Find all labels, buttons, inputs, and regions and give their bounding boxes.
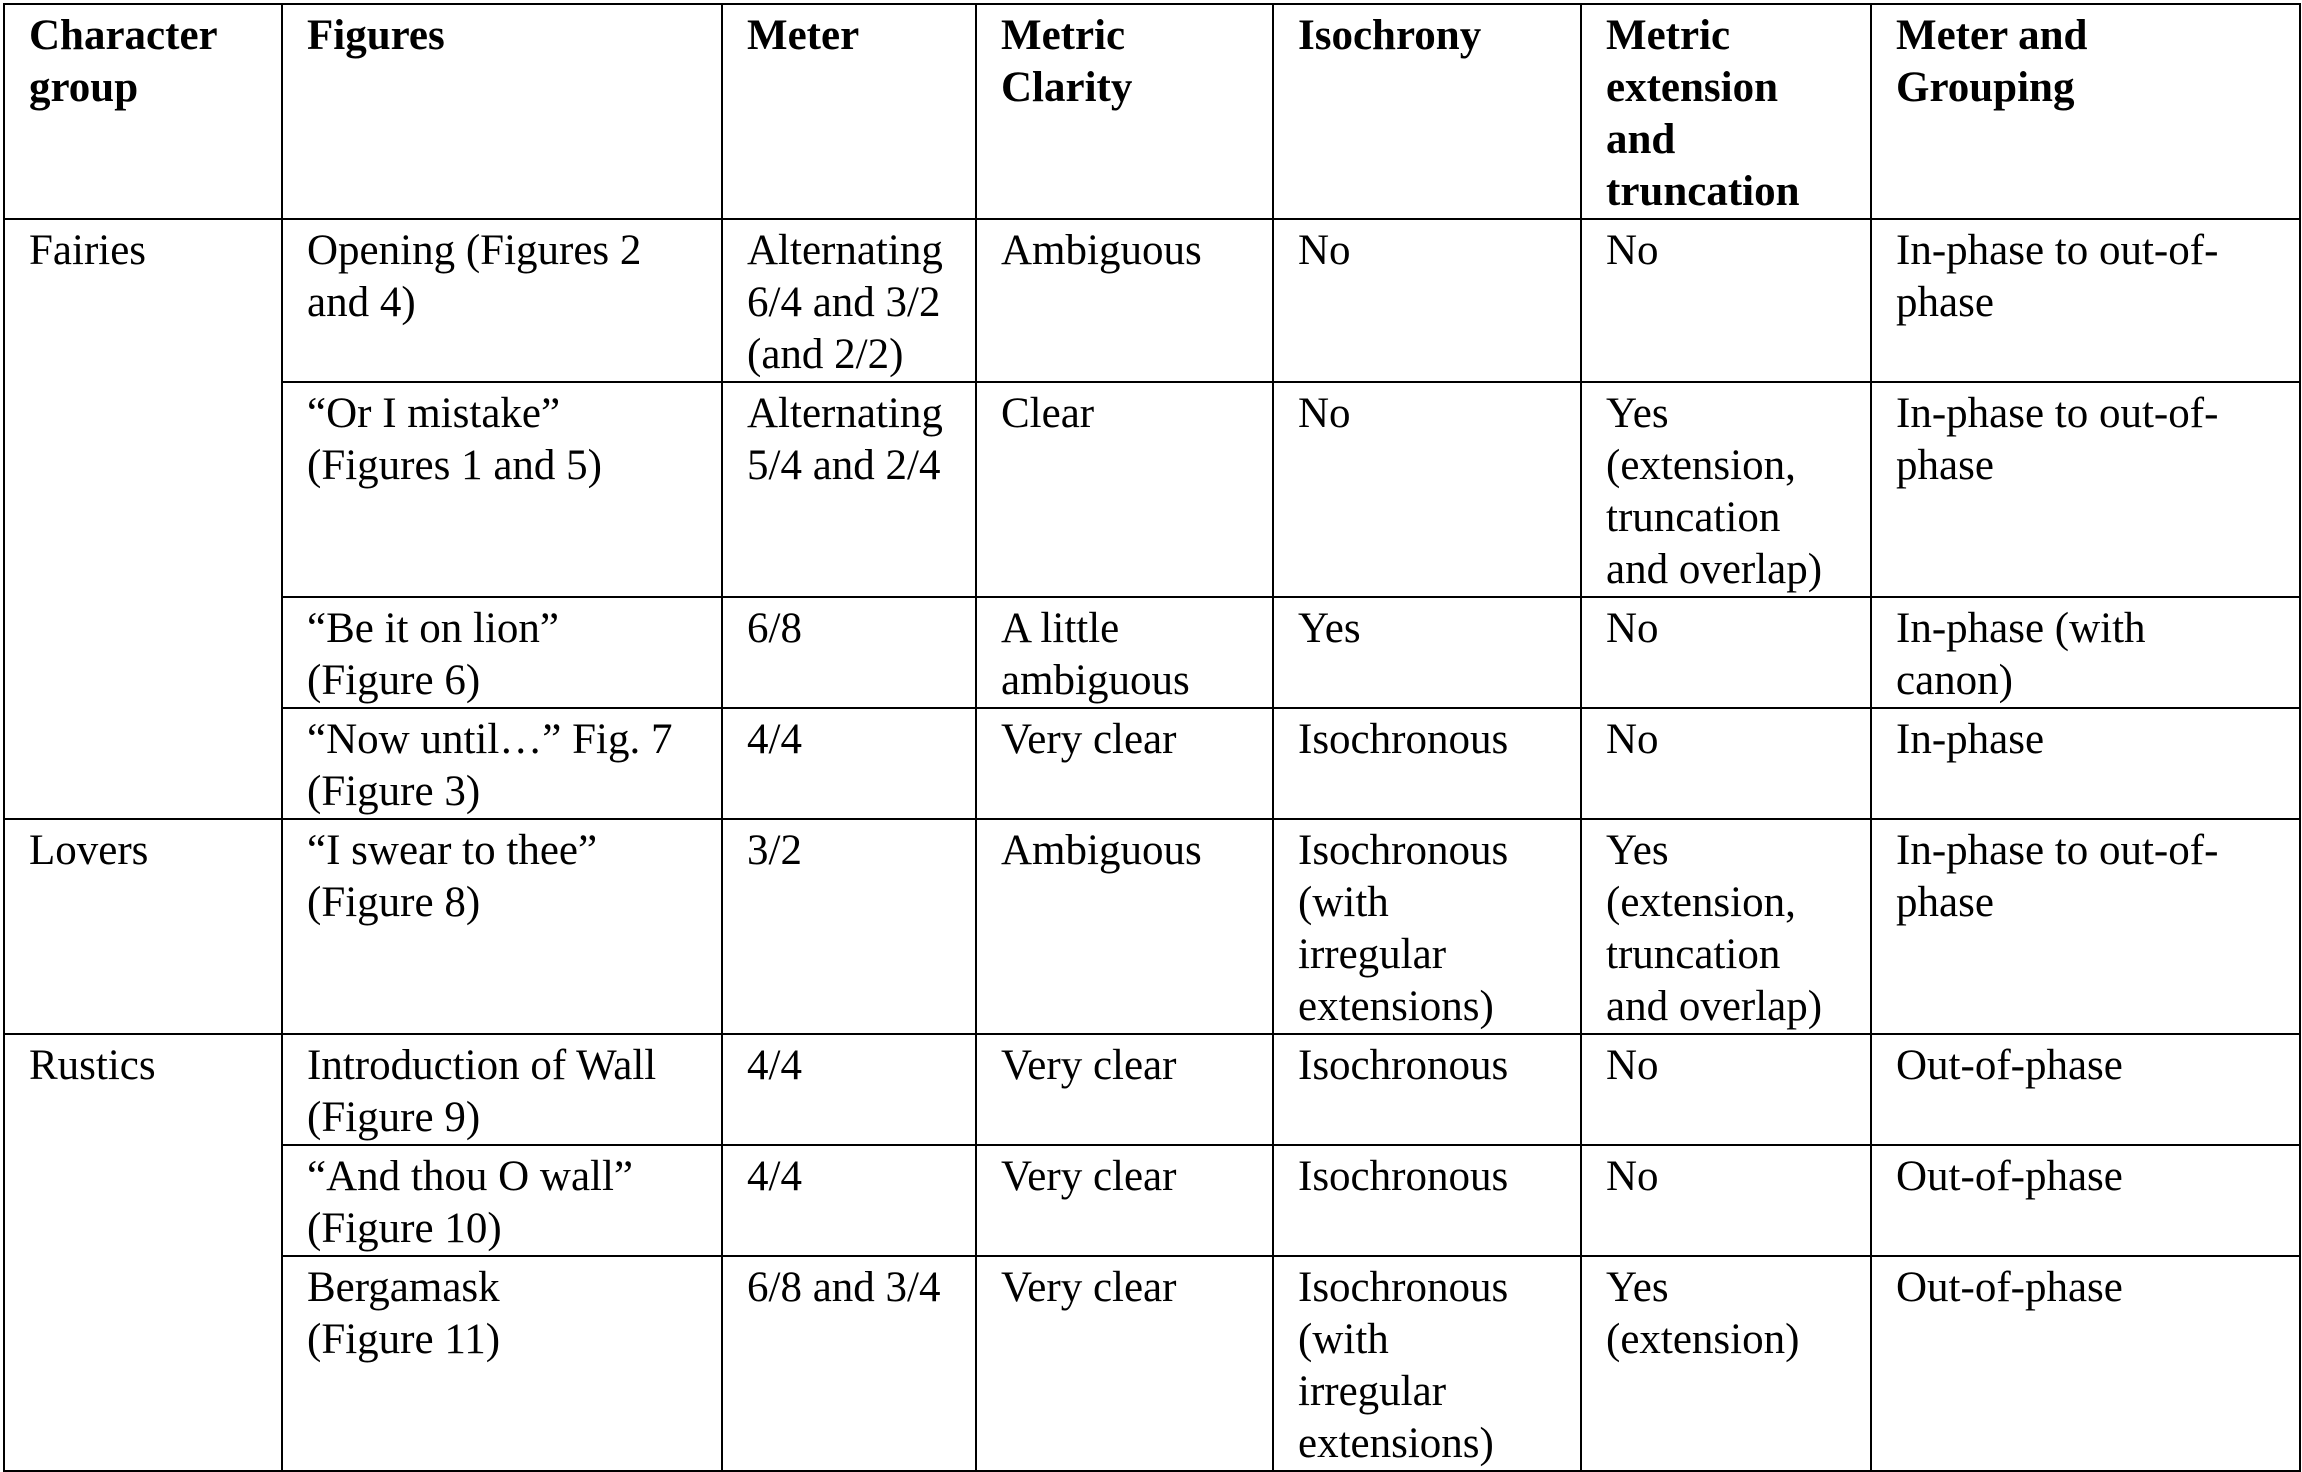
cell-line: Figures: [307, 12, 445, 59]
cell-meter-grouping: [1871, 1145, 2300, 1256]
cell-line: 6/4 and 3/2: [747, 279, 941, 326]
cell-line: (extension,: [1606, 442, 1796, 489]
cell-line: (Figure 3): [307, 768, 481, 815]
cell-line: Isochronous: [1298, 1264, 1509, 1311]
cell-meter: [722, 1145, 976, 1256]
cell-line: Meter: [747, 12, 860, 59]
cell-meter-grouping: [1871, 219, 2300, 382]
cell-metric-clarity: [976, 1034, 1273, 1145]
cell-figures: [282, 819, 722, 1034]
cell-isochrony: [1273, 1256, 1581, 1471]
cell-isochrony: [1273, 1145, 1581, 1256]
cell-line: Very clear: [1001, 1153, 1177, 1200]
cell-line: Isochronous: [1298, 1153, 1509, 1200]
cell-line: (extension,: [1606, 879, 1796, 926]
cell-line: truncation: [1606, 931, 1781, 978]
cell-meter-grouping: [1871, 1256, 2300, 1471]
header-character-group: [4, 4, 282, 219]
cell-line: extension: [1606, 64, 1778, 111]
header-figures: [282, 4, 722, 219]
cell-line: and overlap): [1606, 983, 1823, 1030]
cell-line: Opening (Figures 2: [307, 227, 642, 274]
cell-line: Isochronous: [1298, 1042, 1509, 1089]
cell-line: Out-of-phase: [1896, 1042, 2123, 1089]
cell-metric-extension: [1581, 597, 1871, 708]
cell-line: (Figure 10): [307, 1205, 502, 1252]
cell-line: and 4): [307, 279, 416, 326]
table-row: [4, 1034, 2300, 1145]
cell-line: 3/2: [747, 827, 802, 874]
cell-isochrony: [1273, 597, 1581, 708]
cell-line: A little: [1001, 605, 1120, 652]
table-row: [4, 597, 2300, 708]
cell-line: In-phase to out-of-: [1896, 227, 2219, 274]
cell-metric-clarity: [976, 1256, 1273, 1471]
cell-line: In-phase to out-of-: [1896, 827, 2219, 874]
cell-line: canon): [1896, 657, 2013, 704]
cell-line: No: [1298, 390, 1351, 437]
cell-line: “Now until…” Fig. 7: [307, 716, 673, 763]
cell-figures: [282, 708, 722, 819]
cell-metric-clarity: [976, 597, 1273, 708]
cell-line: No: [1298, 227, 1351, 274]
cell-meter: [722, 597, 976, 708]
cell-line: Yes: [1606, 1264, 1669, 1311]
cell-metric-clarity: [976, 219, 1273, 382]
cell-line: extensions): [1298, 983, 1494, 1030]
cell-line: In-phase: [1896, 716, 2045, 763]
cell-line: truncation: [1606, 168, 1800, 215]
cell-meter-grouping: [1871, 708, 2300, 819]
cell-line: Out-of-phase: [1896, 1153, 2123, 1200]
cell-line: irregular: [1298, 1368, 1447, 1415]
cell-line: (with: [1298, 1316, 1389, 1363]
cell-figures: [282, 1034, 722, 1145]
cell-line: 4/4: [747, 1153, 802, 1200]
cell-meter-grouping: [1871, 819, 2300, 1034]
header-meter-grouping: [1871, 4, 2300, 219]
cell-metric-clarity: [976, 708, 1273, 819]
cell-line: 4/4: [747, 716, 802, 763]
cell-line: Yes: [1606, 390, 1669, 437]
cell-line: Metric: [1001, 12, 1126, 59]
cell-line: Alternating: [747, 390, 943, 437]
cell-line: (extension): [1606, 1316, 1800, 1363]
cell-line: Isochronous: [1298, 716, 1509, 763]
cell-line: In-phase (with: [1896, 605, 2146, 652]
cell-figures: [282, 1145, 722, 1256]
cell-line: (and 2/2): [747, 331, 904, 378]
cell-metric-extension: [1581, 1034, 1871, 1145]
cell-metric-extension: [1581, 382, 1871, 597]
cell-line: group: [29, 64, 139, 111]
cell-line: 6/8 and 3/4: [747, 1264, 941, 1311]
table-row: [4, 1256, 2300, 1471]
table-row: [4, 1145, 2300, 1256]
cell-line: Ambiguous: [1001, 827, 1202, 874]
cell-line: Metric: [1606, 12, 1731, 59]
cell-line: “I swear to thee”: [307, 827, 598, 874]
cell-metric-extension: [1581, 819, 1871, 1034]
cell-meter: [722, 219, 976, 382]
table-row: [4, 708, 2300, 819]
cell-line: Clear: [1001, 390, 1095, 437]
cell-line: (Figure 8): [307, 879, 481, 926]
cell-line: Very clear: [1001, 1042, 1177, 1089]
cell-metric-clarity: [976, 382, 1273, 597]
cell-isochrony: [1273, 219, 1581, 382]
cell-figures: [282, 1256, 722, 1471]
cell-line: ambiguous: [1001, 657, 1190, 704]
cell-metric-extension: [1581, 1145, 1871, 1256]
table-row: [4, 819, 2300, 1034]
cell-line: Alternating: [747, 227, 943, 274]
header-metric-extension: [1581, 4, 1871, 219]
meter-comparison-table: [3, 3, 2301, 1472]
cell-line: irregular: [1298, 931, 1447, 978]
header-isochrony: [1273, 4, 1581, 219]
cell-line: Very clear: [1001, 1264, 1177, 1311]
cell-metric-extension: [1581, 219, 1871, 382]
cell-meter: [722, 819, 976, 1034]
cell-line: “Or I mistake”: [307, 390, 561, 437]
cell-line: and overlap): [1606, 546, 1823, 593]
group-rustics: Rustics: [4, 1034, 282, 1471]
cell-line: Clarity: [1001, 64, 1133, 111]
table-row: [4, 382, 2300, 597]
cell-line: Character: [29, 12, 218, 59]
cell-line: No: [1606, 716, 1659, 763]
cell-line: “And thou O wall”: [307, 1153, 634, 1200]
cell-line: 6/8: [747, 605, 802, 652]
cell-isochrony: [1273, 382, 1581, 597]
cell-meter-grouping: [1871, 597, 2300, 708]
cell-line: Bergamask: [307, 1264, 500, 1311]
group-lovers: Lovers: [4, 819, 282, 1034]
cell-line: No: [1606, 1042, 1659, 1089]
cell-meter: [722, 382, 976, 597]
cell-line: No: [1606, 605, 1659, 652]
header-row: [4, 4, 2300, 219]
cell-figures: [282, 219, 722, 382]
cell-isochrony: [1273, 708, 1581, 819]
cell-line: In-phase to out-of-: [1896, 390, 2219, 437]
cell-line: Grouping: [1896, 64, 2075, 111]
cell-line: and: [1606, 116, 1676, 163]
cell-line: No: [1606, 1153, 1659, 1200]
cell-line: Introduction of Wall: [307, 1042, 657, 1089]
cell-line: Out-of-phase: [1896, 1264, 2123, 1311]
cell-meter: [722, 708, 976, 819]
cell-line: 5/4 and 2/4: [747, 442, 941, 489]
cell-line: phase: [1896, 879, 1994, 926]
cell-meter: [722, 1034, 976, 1145]
cell-meter: [722, 1256, 976, 1471]
cell-line: Very clear: [1001, 716, 1177, 763]
cell-metric-clarity: [976, 819, 1273, 1034]
cell-line: Ambiguous: [1001, 227, 1202, 274]
cell-line: No: [1606, 227, 1659, 274]
group-fairies: Fairies: [4, 219, 282, 819]
cell-line: (Figure 9): [307, 1094, 481, 1141]
cell-line: “Be it on lion”: [307, 605, 559, 652]
cell-line: (with: [1298, 879, 1389, 926]
cell-line: extensions): [1298, 1420, 1494, 1467]
cell-isochrony: [1273, 819, 1581, 1034]
header-meter: [722, 4, 976, 219]
cell-figures: [282, 597, 722, 708]
cell-isochrony: [1273, 1034, 1581, 1145]
cell-metric-clarity: [976, 1145, 1273, 1256]
cell-metric-extension: [1581, 1256, 1871, 1471]
header-metric-clarity: [976, 4, 1273, 219]
cell-line: Meter and: [1896, 12, 2088, 59]
cell-line: phase: [1896, 279, 1994, 326]
table-row: [4, 219, 2300, 382]
cell-line: phase: [1896, 442, 1994, 489]
cell-line: truncation: [1606, 494, 1781, 541]
cell-line: (Figures 1 and 5): [307, 442, 602, 489]
cell-line: Isochrony: [1298, 12, 1482, 59]
cell-meter-grouping: [1871, 1034, 2300, 1145]
cell-line: (Figure 6): [307, 657, 481, 704]
cell-line: Isochronous: [1298, 827, 1509, 874]
cell-metric-extension: [1581, 708, 1871, 819]
cell-line: (Figure 11): [307, 1316, 501, 1363]
cell-line: 4/4: [747, 1042, 802, 1089]
cell-line: Yes: [1606, 827, 1669, 874]
cell-meter-grouping: [1871, 382, 2300, 597]
cell-figures: [282, 382, 722, 597]
cell-line: Yes: [1298, 605, 1361, 652]
